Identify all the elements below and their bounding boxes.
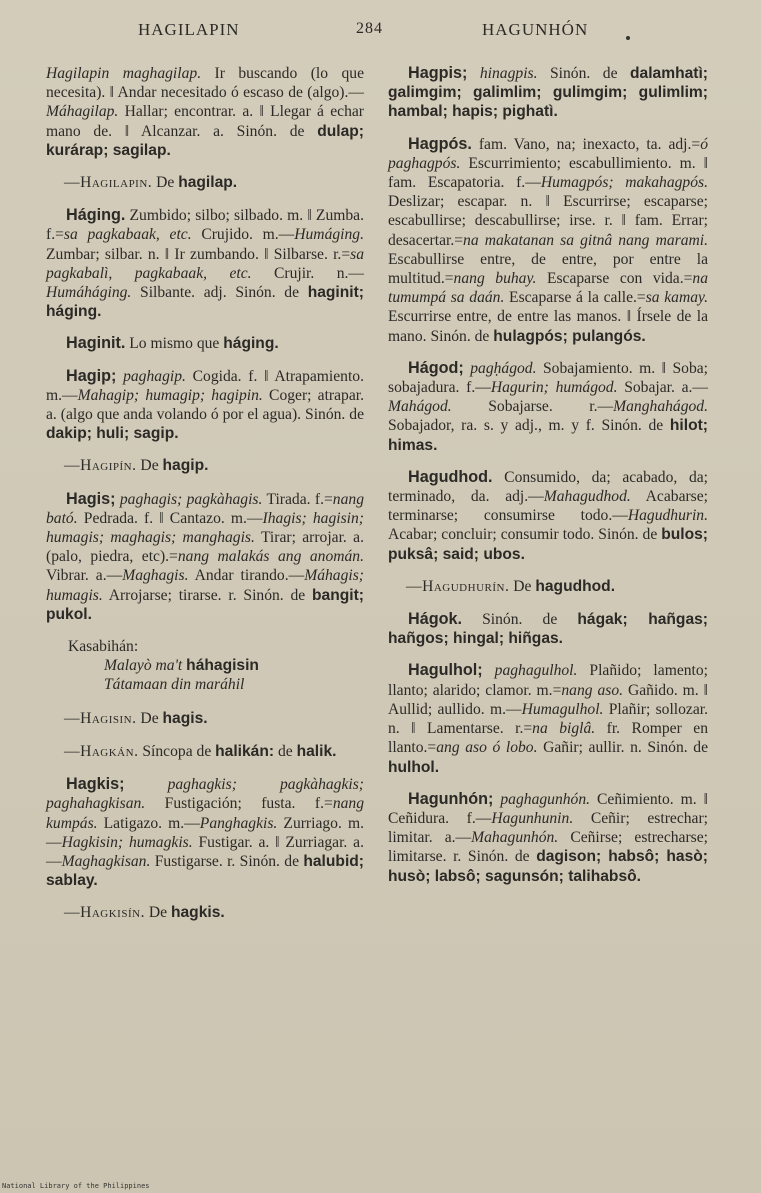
entry-haging: Háging. Zumbido; silbo; silbado. m. ‖ Zumba. f.=sa pagkabaak, etc. Crujido. m.—Humáging. Zumbar; silbar. n. ‖ Ir zumbando. ‖ Silbarse. r.=sa pagkabalì, pagkabaak, etc. Crujir. n.—Humáháging. Silbante. adj. Sinón. de haginit; háging.	[46, 206, 364, 321]
entry-hagilapin: Hagilapin maghagilap. Ir buscando (lo que necesita). ‖ Andar necesitado ó escaso de (algo).—Máhagilap. Hallar; encontrar. a. ‖ Llegar á echar mano de. ‖ Alcanzar. a. Sinón. de dulap; kurárap; sagilap.	[46, 65, 364, 159]
headword: Hagulhol;	[408, 661, 483, 680]
entry-hagpis: Hagpis; hinagpis. Sinón. de dalamhatì; galimgim; galimlim; gulimgim; gulimlim; hambal; hapis; pighatì.	[388, 64, 708, 121]
headword: Hagkis;	[66, 775, 125, 794]
headword: Hagip;	[66, 366, 117, 385]
headword: Hagis;	[66, 489, 116, 508]
entry-hagpos: Hagpós. fam. Vano, na; inexacto, ta. adj.=ó paghagpós. Escurrimiento; escabullimiento. m. ‖ fam. Escapatoria. f.—Humagpós; makahagpós. Deslizar; escapar. n. ‖ Escurrirse; escaparse; escabullirse; descabullirse; irse. r. ‖ fam. Errar; desacertar.=na makatanan sa gitnâ nang marami. Escabullirse entre, de entre, por entre la multitud.=nang buhay. Escaparse con vida.=na tumumpá sa daán. Escaparse á la calle.=sa kamay. Escurrirse entre, de entre las manos. ‖ Írsele de la mano. Sinón. de hulagpós; pulangós.	[388, 134, 709, 345]
crossref-hagkisin: —Hagkisín. De hagkis.	[64, 904, 225, 922]
header-left-guideword: HAGILAPIN	[138, 20, 240, 39]
entry-hagip: Hagip; paghagip. Cogida. f. ‖ Atrapamiento. m.—Mahagip; humagip; hagipin. Coger; atrapar. a. (algo que anda volando ó por el agua). Sinón. de dakip; huli; sagip.	[46, 366, 364, 443]
headword: Hágod;	[408, 358, 464, 377]
crossref-hagipin: —Hagipín. De hagip.	[64, 457, 209, 475]
entry-hagulhol: Hagulhol; paghagulhol. Plañido; lamento; llanto; alarido; clamor. m.=nang aso. Gañido. m. ‖ Aullid; aullido. m.—Humagulhol. Plañir; sollozar. n. ‖ Lamentarse. r.=na biglâ. fr. Romper en llanto.=ang aso ó lobo. Gañir; aullir. n. Sinón. de hulhol.	[388, 661, 708, 776]
headword: Haginit.	[66, 334, 126, 353]
headword: Hagpis;	[408, 64, 468, 82]
entry-hagok: Hágok. Sinón. de hágak; hañgas; hañgos; hingal; hiñgas.	[388, 610, 708, 648]
entry-hagis: Hagis; paghagis; pagkàhagis. Tirada. f.=nang bató. Pedrada. f. ‖ Cantazo. m.—Ihagis; hagisin; humagis; maghagis; manghagis. Tirar; arrojar. a. (palo, piedra, etc).=nang malakás ang anomán. Vibrar. a.—Maghagis. Andar tirando.—Máhagis; humagis. Arrojarse; tirarse. r. Sinón. de bangit; pukol.	[46, 489, 364, 623]
page-header	[0, 20, 761, 44]
crossref-hagisin: —Hagisin. De hagis.	[64, 709, 208, 727]
saying-label: Kasabihán:	[68, 638, 139, 656]
crossref-hagilapin: —Hagilapin. De hagilap.	[64, 174, 238, 192]
headword: Hágok.	[408, 610, 462, 629]
right-column	[388, 64, 708, 899]
crossref-hagudhurin: —Hagudhurín. De hagudhod.	[406, 577, 616, 595]
saying-line-2: Tátamaan din maráhil	[104, 676, 245, 694]
library-footer: National Library of the Philippines	[2, 1182, 150, 1190]
entry-hagudhod: Hagudhod. Consumido, da; acabado, da; terminado, da. adj.—Mahagudhod. Acabarse; terminarse; consumirse todo.—Hagudhurin. Acabar; concluir; consumir todo. Sinón. de bulos; puksâ; said; ubos.	[388, 467, 708, 563]
entry-hagunhon: Hagunhón; paghagunhón. Ceñimiento. m. ‖ Ceñidura. f.—Hagunhunin. Ceñir; estrechar; limitar. a.—Mahagunhón. Ceñirse; estrecharse; limitarse. r. Sinón. de dagison; habsô; hasò; husò; labsô; sagunsón; talihabsô.	[388, 789, 708, 885]
saying-line-1: Malayò ma't háhagisin	[104, 657, 259, 675]
headword: Hagpós.	[408, 134, 472, 153]
headword: Hagudhod.	[408, 467, 493, 486]
entry-hagod: Hágod; pagḥágod. Sobajamiento. m. ‖ Soba; sobajadura. f.—Hagurin; humágod. Sobajar. a.—Mahágod. Sobajarse. r.—Manghahágod. Sobajador, ra. s. y adj., m. y f. Sinón. de hilot; himas.	[388, 358, 709, 454]
header-dot	[626, 36, 630, 40]
header-right-guideword: HAGUNHÓN	[482, 20, 589, 39]
crossref-hagkan: —Hagkán. Síncopa de halikán: de halik.	[64, 742, 337, 760]
headword: Hagunhón;	[408, 789, 494, 808]
left-column	[46, 64, 364, 937]
entry-hagkis: Hagkis; paghagkis; pagkàhagkis; paghahagkisan. Fustigación; fusta. f.=nang kumpás. Latigazo. m.—Panghagkis. Zurriago. m.—Hagkisin; humagkis. Fustigar. a. ‖ Zurriagar. a.—Maghagkisan. Fustigarse. r. Sinón. de halubid; sablay.	[46, 775, 364, 890]
page-number: 284	[356, 20, 383, 37]
entry-haginit: Haginit. Lo mismo que háging.	[66, 334, 279, 353]
saying-block	[46, 637, 364, 695]
headword: Háging.	[66, 206, 126, 225]
